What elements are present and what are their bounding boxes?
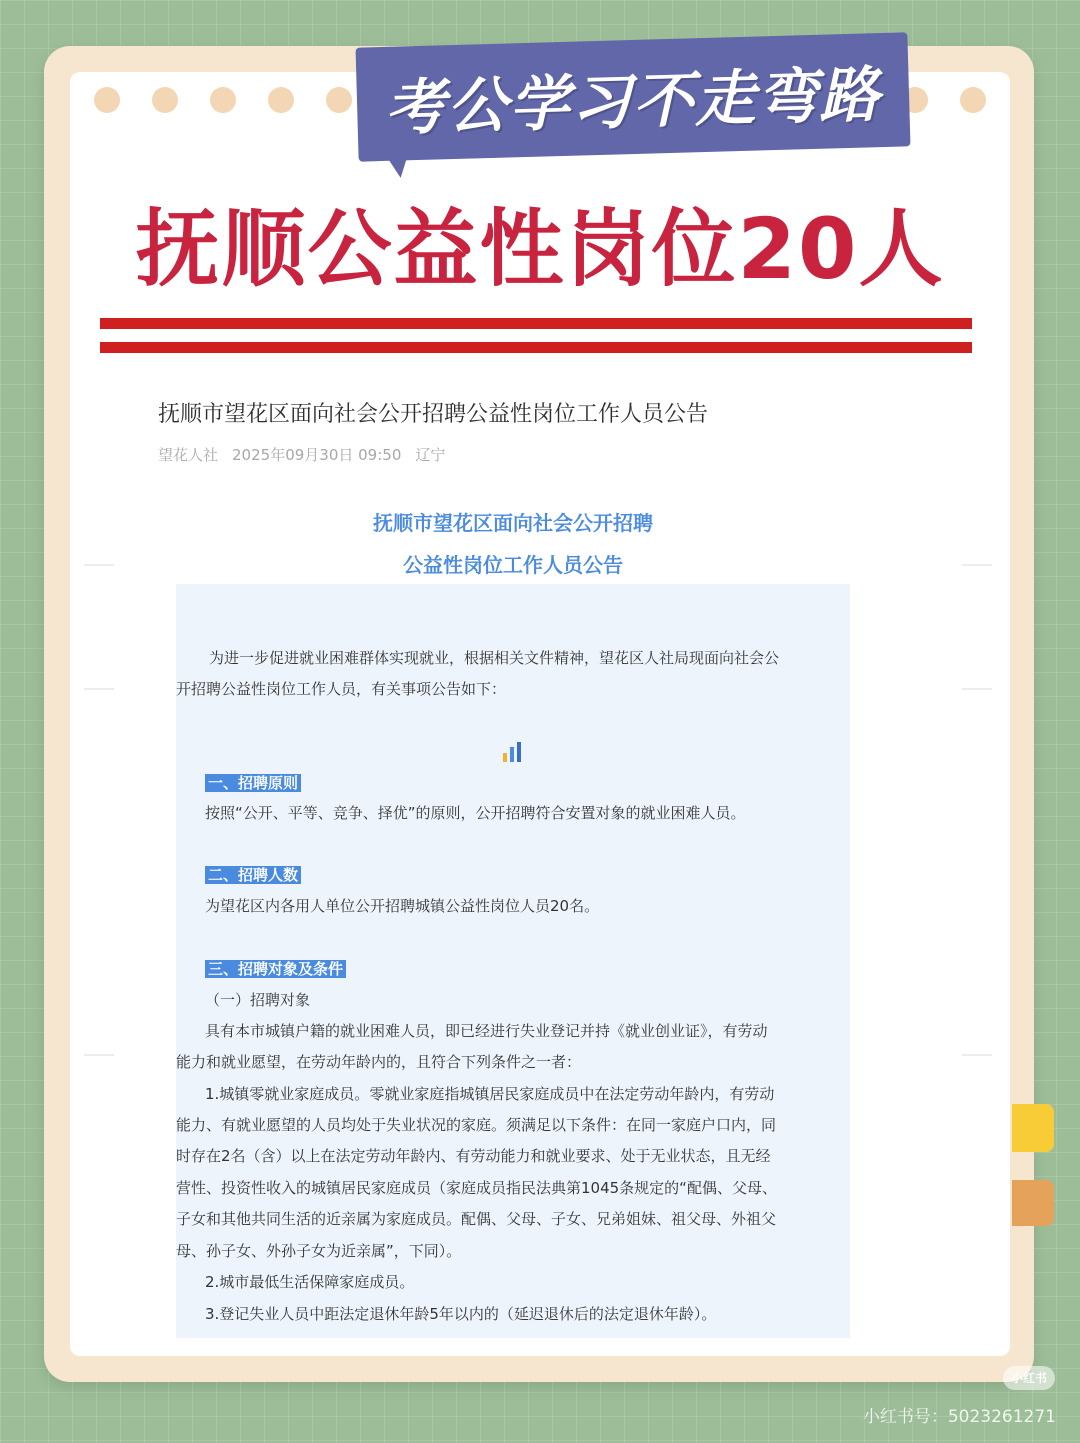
paragraph-line: 具有本市城镇户籍的就业困难人员，即已经进行失业登记并持《就业创业证》，有劳动 (205, 1022, 768, 1040)
binder-hole (94, 87, 120, 113)
paragraph-line: 子女和其他共同生活的近亲属为家庭成员。配偶、父母、子女、兄弟姐妹、祖父母、外祖父 (176, 1210, 777, 1228)
section-label-count: 二、招聘人数 (205, 866, 301, 884)
divider-dash (84, 564, 114, 566)
article-title: 抚顺市望花区面向社会公开招聘公益性岗位工作人员公告 (158, 402, 709, 427)
intro-line: 开招聘公益性岗位工作人员，有关事项公告如下： (176, 680, 507, 698)
intro-line: 为进一步促进就业困难群体实现就业，根据相关文件精神，望花区人社局现面向社会公 (209, 649, 780, 667)
section-label-principle: 一、招聘原则 (205, 774, 301, 792)
section-text: 按照“公开、平等、竞争、择优”的原则，公开招聘符合安置对象的就业困难人员。 (205, 804, 746, 822)
notice-title-line1: 抚顺市望花区面向社会公开招聘 (373, 511, 653, 535)
paragraph-line: 能力、有就业愿望的人员均处于失业状况的家庭。须满足以下条件：在同一家庭户口内，同 (176, 1116, 777, 1134)
divider-line (100, 342, 972, 353)
bar-chart-icon (502, 741, 524, 763)
article-meta (158, 444, 445, 465)
divider-dash (962, 564, 992, 566)
speech-bubble-tag (356, 32, 911, 161)
section-text: 为望花区内各用人单位公开招聘城镇公益性岗位人员20名。 (205, 897, 600, 915)
binder-hole (152, 87, 178, 113)
tag-text: 考公学习不走弯路 (384, 60, 883, 144)
subsection-heading: （一）招聘对象 (205, 991, 311, 1009)
notice-title-line2: 公益性岗位工作人员公告 (403, 553, 623, 577)
paragraph-line: 母、孙子女、外孙子女为近亲属”，下同）。 (176, 1242, 462, 1260)
divider-line (100, 318, 972, 329)
binder-hole (960, 87, 986, 113)
paragraph-line: 时存在2名（含）以上在法定劳动年龄内、有劳动能力和就业要求、处于无业状态，且无经 (176, 1147, 771, 1165)
article-source: 望花人社 (158, 446, 219, 464)
section-label-conditions: 三、招聘对象及条件 (205, 960, 346, 978)
paragraph-line: 1.城镇零就业家庭成员。零就业家庭指城镇居民家庭成员中在法定劳动年龄内，有劳动 (205, 1085, 775, 1103)
divider-dash (84, 1054, 114, 1056)
binder-hole (268, 87, 294, 113)
paragraph-line: 3.登记失业人员中距法定退休年龄5年以内的（延迟退休后的法定退休年龄）。 (205, 1305, 717, 1323)
binder-hole (326, 87, 352, 113)
divider-dash (962, 688, 992, 690)
divider-dash (84, 688, 114, 690)
divider-dash (962, 1054, 992, 1056)
paragraph-line: 2.城市最低生活保障家庭成员。 (205, 1273, 415, 1291)
side-tab-yellow (1012, 1104, 1054, 1152)
paragraph-line: 营性、投资性收入的城镇居民家庭成员（家庭成员指民法典第1045条规定的“配偶、父母、 (176, 1179, 777, 1197)
side-tab-orange (1012, 1180, 1054, 1226)
watermark-id: 小红书号：5023261271 (862, 1407, 1056, 1427)
binder-hole (210, 87, 236, 113)
article-region: 辽宁 (415, 446, 446, 464)
watermark-badge: 小红书 (1003, 1366, 1055, 1390)
article-datetime: 2025年09月30日 09:50 (232, 446, 402, 464)
paragraph-line: 能力和就业愿望，在劳动年龄内的，且符合下列条件之一者： (176, 1053, 582, 1071)
headline: 抚顺公益性岗位20人 (135, 200, 945, 298)
